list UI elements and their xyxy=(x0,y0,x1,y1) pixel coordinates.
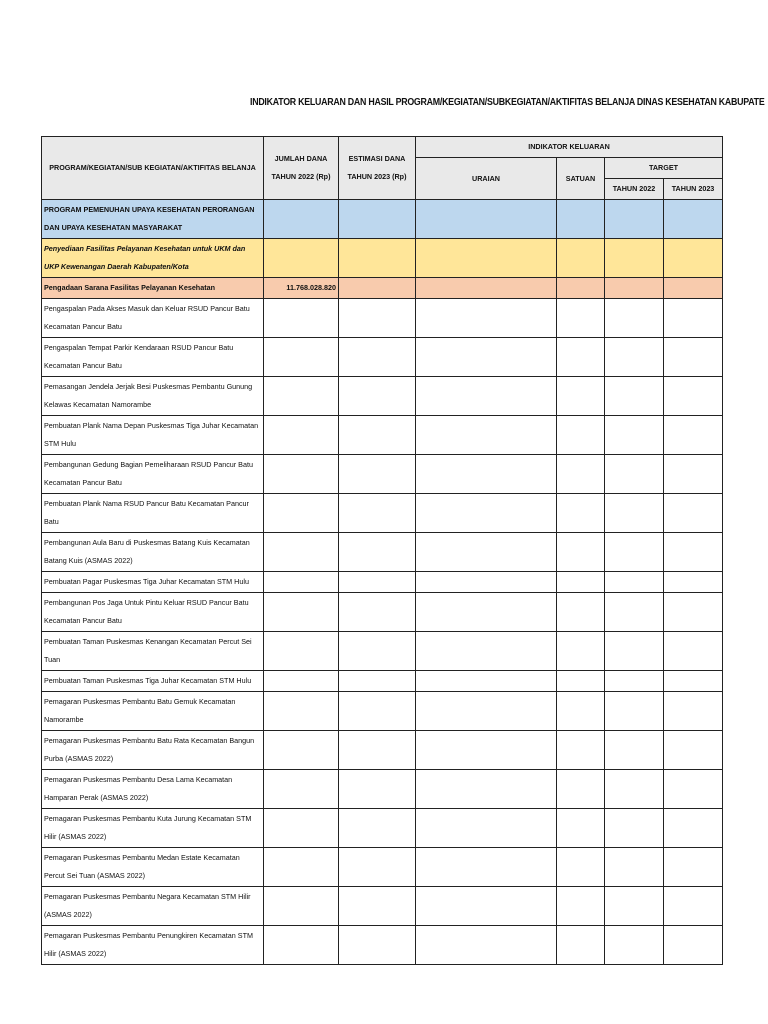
row-empty-cell xyxy=(416,887,557,926)
row-empty-cell xyxy=(339,593,416,632)
table-row xyxy=(42,239,723,278)
row-empty-cell xyxy=(416,926,557,965)
table-row xyxy=(42,416,723,455)
row-empty-cell xyxy=(416,809,557,848)
row-empty-cell xyxy=(416,299,557,338)
row-empty-cell xyxy=(664,572,723,593)
indicator-table xyxy=(41,136,723,965)
row-empty-cell xyxy=(557,455,605,494)
row-empty-cell xyxy=(605,671,664,692)
table-row xyxy=(42,671,723,692)
row-empty-cell xyxy=(557,887,605,926)
row-empty-cell xyxy=(339,770,416,809)
row-empty-cell xyxy=(557,494,605,533)
row-jumlah-dana xyxy=(264,593,339,632)
row-empty-cell xyxy=(557,239,605,278)
row-empty-cell xyxy=(664,770,723,809)
row-jumlah-dana xyxy=(264,494,339,533)
row-empty-cell xyxy=(664,632,723,671)
row-jumlah-dana xyxy=(264,809,339,848)
row-empty-cell xyxy=(339,848,416,887)
table-row xyxy=(42,455,723,494)
row-empty-cell xyxy=(557,572,605,593)
row-empty-cell xyxy=(557,593,605,632)
row-jumlah-dana xyxy=(264,848,339,887)
row-activity-name: Pemagaran Puskesmas Pembantu Negara Kecamatan STM Hilir (ASMAS 2022) xyxy=(42,887,264,926)
row-empty-cell xyxy=(664,239,723,278)
row-jumlah-dana xyxy=(264,692,339,731)
row-jumlah-dana xyxy=(264,338,339,377)
row-activity-name: Pembuatan Pagar Puskesmas Tiga Juhar Kecamatan STM Hulu xyxy=(42,572,264,593)
row-empty-cell xyxy=(339,731,416,770)
row-empty-cell xyxy=(664,887,723,926)
row-empty-cell xyxy=(416,494,557,533)
row-empty-cell xyxy=(339,926,416,965)
row-activity-name: Pembuatan Plank Nama RSUD Pancur Batu Kecamatan Pancur Batu xyxy=(42,494,264,533)
row-activity-name: Pemasangan Jendela Jerjak Besi Puskesmas Pembantu Gunung Kelawas Kecamatan Namorambe xyxy=(42,377,264,416)
header-program: PROGRAM/KEGIATAN/SUB KEGIATAN/AKTIFITAS BELANJA xyxy=(42,137,264,200)
row-empty-cell xyxy=(557,278,605,299)
row-empty-cell xyxy=(339,239,416,278)
row-empty-cell xyxy=(664,455,723,494)
row-jumlah-dana xyxy=(264,377,339,416)
row-empty-cell xyxy=(664,299,723,338)
row-empty-cell xyxy=(605,533,664,572)
row-empty-cell xyxy=(664,338,723,377)
table-row xyxy=(42,299,723,338)
table-row xyxy=(42,278,723,299)
row-empty-cell xyxy=(339,200,416,239)
row-activity-name: Pemagaran Puskesmas Pembantu Penungkiren Kecamatan STM Hilir (ASMAS 2022) xyxy=(42,926,264,965)
row-jumlah-dana xyxy=(264,887,339,926)
header-indikator-keluaran: INDIKATOR KELUARAN xyxy=(416,137,723,158)
header-satuan: SATUAN xyxy=(557,158,605,200)
row-empty-cell xyxy=(664,692,723,731)
table-row xyxy=(42,200,723,239)
row-empty-cell xyxy=(339,692,416,731)
row-empty-cell xyxy=(416,239,557,278)
row-activity-name: Pembangunan Aula Baru di Puskesmas Batang Kuis Kecamatan Batang Kuis (ASMAS 2022) xyxy=(42,533,264,572)
row-empty-cell xyxy=(339,377,416,416)
row-activity-name: Pengaspalan Pada Akses Masuk dan Keluar RSUD Pancur Batu Kecamatan Pancur Batu xyxy=(42,299,264,338)
row-empty-cell xyxy=(664,926,723,965)
row-activity-name: Pemagaran Puskesmas Pembantu Medan Estate Kecamatan Percut Sei Tuan (ASMAS 2022) xyxy=(42,848,264,887)
row-activity-name: Pembangunan Pos Jaga Untuk Pintu Keluar RSUD Pancur Batu Kecamatan Pancur Batu xyxy=(42,593,264,632)
row-empty-cell xyxy=(557,338,605,377)
row-activity-name: Pengaspalan Tempat Parkir Kendaraan RSUD Pancur Batu Kecamatan Pancur Batu xyxy=(42,338,264,377)
row-empty-cell xyxy=(605,494,664,533)
row-jumlah-dana xyxy=(264,770,339,809)
row-empty-cell xyxy=(416,770,557,809)
row-activity-name: Pembuatan Taman Puskesmas Kenangan Kecamatan Percut Sei Tuan xyxy=(42,632,264,671)
row-empty-cell xyxy=(339,455,416,494)
table-row xyxy=(42,338,723,377)
row-empty-cell xyxy=(664,494,723,533)
row-jumlah-dana: 11.768.028.820 xyxy=(264,278,339,299)
row-empty-cell xyxy=(416,278,557,299)
row-jumlah-dana xyxy=(264,455,339,494)
table-row xyxy=(42,572,723,593)
row-empty-cell xyxy=(557,809,605,848)
table-row xyxy=(42,848,723,887)
row-empty-cell xyxy=(339,416,416,455)
row-jumlah-dana xyxy=(264,671,339,692)
row-empty-cell xyxy=(605,593,664,632)
row-empty-cell xyxy=(605,926,664,965)
header-tahun-2022: TAHUN 2022 xyxy=(605,179,664,200)
row-empty-cell xyxy=(416,377,557,416)
table-row xyxy=(42,770,723,809)
row-empty-cell xyxy=(339,809,416,848)
row-empty-cell xyxy=(664,848,723,887)
row-empty-cell xyxy=(557,671,605,692)
row-empty-cell xyxy=(605,278,664,299)
row-empty-cell xyxy=(664,200,723,239)
row-empty-cell xyxy=(416,593,557,632)
row-empty-cell xyxy=(416,731,557,770)
row-jumlah-dana xyxy=(264,416,339,455)
row-empty-cell xyxy=(557,926,605,965)
table-row xyxy=(42,632,723,671)
row-empty-cell xyxy=(339,572,416,593)
header-uraian: URAIAN xyxy=(416,158,557,200)
table-row xyxy=(42,593,723,632)
row-jumlah-dana xyxy=(264,200,339,239)
row-activity-name: PROGRAM PEMENUHAN UPAYA KESEHATAN PERORANGAN DAN UPAYA KESEHATAN MASYARAKAT xyxy=(42,200,264,239)
row-empty-cell xyxy=(557,731,605,770)
row-empty-cell xyxy=(664,809,723,848)
table-row xyxy=(42,377,723,416)
table-row xyxy=(42,926,723,965)
row-activity-name: Penyediaan Fasilitas Pelayanan Kesehatan untuk UKM dan UKP Kewenangan Daerah Kabupaten/Kota xyxy=(42,239,264,278)
row-empty-cell xyxy=(605,887,664,926)
document-title: INDIKATOR KELUARAN DAN HASIL PROGRAM/KEGIATAN/SUBKEGIATAN/AKTIFITAS BELANJA DINAS KESEHATAN KABUPATE xyxy=(250,96,765,108)
row-activity-name: Pembuatan Plank Nama Depan Puskesmas Tiga Juhar Kecamatan STM Hulu xyxy=(42,416,264,455)
row-empty-cell xyxy=(605,377,664,416)
row-empty-cell xyxy=(605,848,664,887)
row-activity-name: Pemagaran Puskesmas Pembantu Batu Rata Kecamatan Bangun Purba (ASMAS 2022) xyxy=(42,731,264,770)
row-jumlah-dana xyxy=(264,239,339,278)
row-activity-name: Pemagaran Puskesmas Pembantu Desa Lama Kecamatan Hamparan Perak (ASMAS 2022) xyxy=(42,770,264,809)
row-empty-cell xyxy=(416,632,557,671)
row-empty-cell xyxy=(557,416,605,455)
row-empty-cell xyxy=(605,632,664,671)
row-jumlah-dana xyxy=(264,572,339,593)
row-empty-cell xyxy=(416,671,557,692)
row-empty-cell xyxy=(557,848,605,887)
row-empty-cell xyxy=(605,200,664,239)
row-empty-cell xyxy=(664,533,723,572)
row-jumlah-dana xyxy=(264,533,339,572)
table-row xyxy=(42,731,723,770)
row-empty-cell xyxy=(416,338,557,377)
row-empty-cell xyxy=(664,731,723,770)
row-empty-cell xyxy=(605,455,664,494)
row-empty-cell xyxy=(664,416,723,455)
row-empty-cell xyxy=(557,200,605,239)
header-tahun-2023: TAHUN 2023 xyxy=(664,179,723,200)
row-empty-cell xyxy=(605,338,664,377)
row-jumlah-dana xyxy=(264,632,339,671)
row-empty-cell xyxy=(339,671,416,692)
row-empty-cell xyxy=(557,377,605,416)
row-empty-cell xyxy=(416,572,557,593)
row-empty-cell xyxy=(557,770,605,809)
row-jumlah-dana xyxy=(264,926,339,965)
row-activity-name: Pengadaan Sarana Fasilitas Pelayanan Kesehatan xyxy=(42,278,264,299)
row-empty-cell xyxy=(664,671,723,692)
header-target: TARGET xyxy=(605,158,723,179)
row-empty-cell xyxy=(605,416,664,455)
row-empty-cell xyxy=(605,809,664,848)
table-row xyxy=(42,494,723,533)
row-empty-cell xyxy=(339,533,416,572)
row-empty-cell xyxy=(664,377,723,416)
row-empty-cell xyxy=(416,848,557,887)
row-empty-cell xyxy=(339,887,416,926)
row-activity-name: Pembuatan Taman Puskesmas Tiga Juhar Kecamatan STM Hulu xyxy=(42,671,264,692)
row-empty-cell xyxy=(557,299,605,338)
row-empty-cell xyxy=(416,692,557,731)
row-empty-cell xyxy=(605,692,664,731)
row-empty-cell xyxy=(416,533,557,572)
row-empty-cell xyxy=(339,494,416,533)
row-empty-cell xyxy=(664,593,723,632)
row-empty-cell xyxy=(557,632,605,671)
row-empty-cell xyxy=(416,200,557,239)
row-activity-name: Pemagaran Puskesmas Pembantu Kuta Jurung Kecamatan STM Hilir (ASMAS 2022) xyxy=(42,809,264,848)
row-empty-cell xyxy=(339,299,416,338)
row-empty-cell xyxy=(605,770,664,809)
row-empty-cell xyxy=(339,632,416,671)
header-estimasi-dana: ESTIMASI DANA TAHUN 2023 (Rp) xyxy=(339,137,416,200)
table-row xyxy=(42,809,723,848)
row-empty-cell xyxy=(557,692,605,731)
row-empty-cell xyxy=(416,416,557,455)
row-empty-cell xyxy=(664,278,723,299)
row-empty-cell xyxy=(605,239,664,278)
header-jumlah-dana: JUMLAH DANA TAHUN 2022 (Rp) xyxy=(264,137,339,200)
row-empty-cell xyxy=(339,338,416,377)
row-empty-cell xyxy=(605,731,664,770)
table-row xyxy=(42,887,723,926)
row-activity-name: Pemagaran Puskesmas Pembantu Batu Gemuk Kecamatan Namorambe xyxy=(42,692,264,731)
row-empty-cell xyxy=(557,533,605,572)
table-row xyxy=(42,692,723,731)
row-jumlah-dana xyxy=(264,731,339,770)
row-empty-cell xyxy=(605,299,664,338)
row-empty-cell xyxy=(416,455,557,494)
table-row xyxy=(42,533,723,572)
row-jumlah-dana xyxy=(264,299,339,338)
row-activity-name: Pembangunan Gedung Bagian Pemeliharaan RSUD Pancur Batu Kecamatan Pancur Batu xyxy=(42,455,264,494)
row-empty-cell xyxy=(339,278,416,299)
row-empty-cell xyxy=(605,572,664,593)
